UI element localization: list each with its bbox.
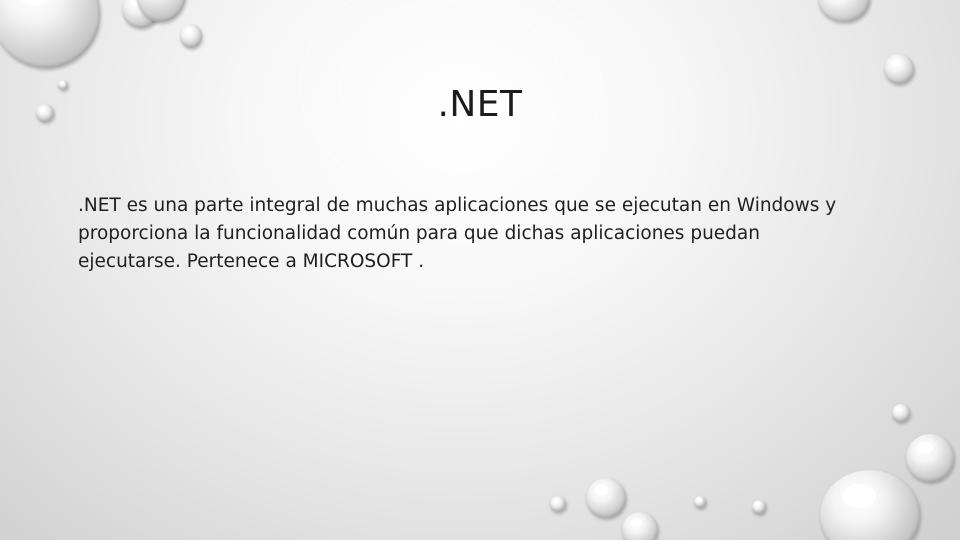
water-drop: [892, 404, 910, 422]
slide-title: [0, 84, 960, 125]
water-drop: [752, 500, 766, 514]
water-drop: [884, 54, 914, 84]
water-drop: [818, 0, 870, 22]
water-drop: [0, 0, 100, 68]
water-drop: [694, 496, 706, 508]
water-drop: [622, 512, 658, 540]
water-drop: [906, 434, 954, 482]
water-drop: [180, 24, 202, 48]
water-drop: [586, 478, 626, 518]
slide-title-text: .NET: [437, 84, 523, 125]
water-drop: [820, 470, 920, 540]
slide-body-text: .NET es una parte integral de muchas aplicaciones que se ejecutan en Windows y proporciona la funcionalidad común para que dichas aplicaciones puedan ejecutarse. Pertenece a MICROSOFT .: [78, 195, 837, 272]
water-drop: [550, 496, 566, 512]
